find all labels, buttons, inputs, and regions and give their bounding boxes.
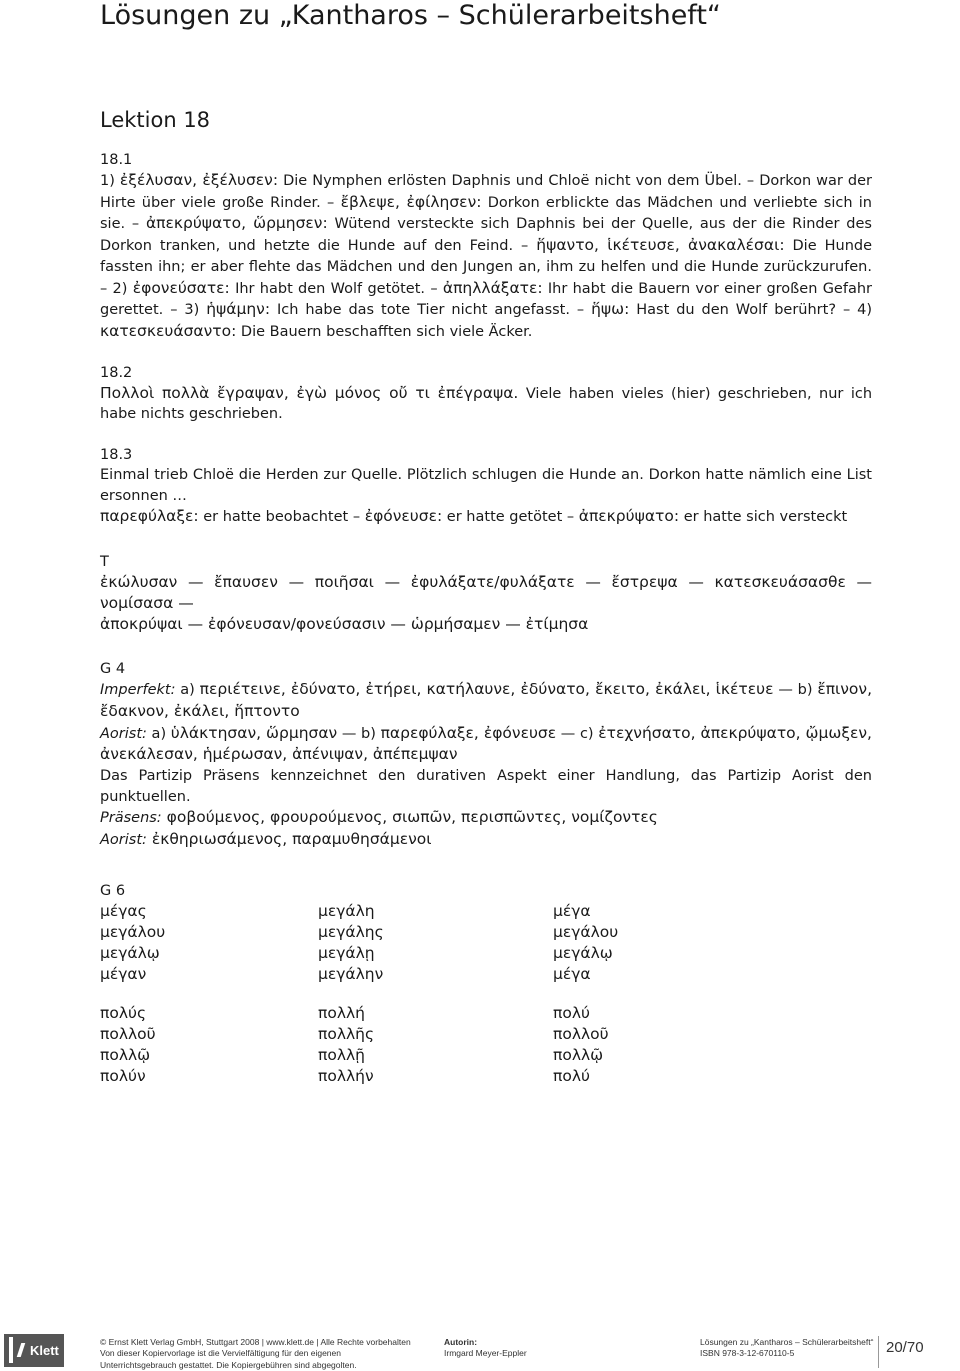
klett-logo-text: Klett bbox=[30, 1343, 59, 1358]
footer-copyright-block bbox=[100, 1337, 411, 1371]
declension-cell: πολλῇ bbox=[318, 1045, 365, 1064]
section-heading-18-3: 18.3 bbox=[100, 447, 133, 464]
declension-cell: μεγάλῳ bbox=[100, 943, 160, 962]
exercise-18-1-text: 1) ἐξέλυσαν, ἐξέλυσεν: Die Nymphen erlösten Daphnis und Chloë nicht von dem Übel. – Dorkon war der Hirte über viele große Rinder. – ἔβλεψε, ἐφίλησεν: Dorkon erblickte das Mädchen und verliebte sich in sie. – ἀπεκρύψατο, ὥρμησεν: Wütend versteckte sich Daphnis bei der Quelle, aus der die Rinder des Dorkon tranken, und hetzte die Hunde auf den Feind. – ἥψαντο, ἱκέτευσε, ἀνακαλέσαι: Die Hunde fassten ihn; er aber flehte das Mädchen und den Jungen an, ihm zu helfen und die Hunde zurückzurufen. – 2) ἐφονεύσατε: Ihr habt den Wolf getötet. – ἀπηλλάξατε: Ihr habt die Bauern vor einer großen Gefahr gerettet. – 3) ἡψάμην: Ich habe das tote Tier nicht angefasst. – ἥψω: Hast du den Wolf berührt? – 4) κατεσκευάσαντο: Die Bauern beschafften sich viele Äcker. bbox=[100, 171, 873, 340]
section-heading-t: T bbox=[100, 554, 109, 571]
g4-partizip-note: Das Partizip Präsens kennzeichnet den durativen Aspekt einer Handlung, das Partizip Aorist den punktuellen. bbox=[100, 767, 872, 805]
section-heading-18-1: 18.1 bbox=[100, 152, 133, 168]
document-body bbox=[100, 150, 872, 1087]
declension-cell: μεγάλῃ bbox=[318, 943, 375, 962]
footer-notice-2: Unterrichtsgebrauch gestattet. Die Kopiergebühren sind abgegolten. bbox=[100, 1359, 357, 1370]
footer-separator bbox=[878, 1336, 879, 1368]
page-number: 20/70 bbox=[886, 1339, 924, 1356]
footer-book-block bbox=[700, 1337, 873, 1360]
footer-author-block bbox=[444, 1337, 527, 1360]
exercise-18-3-text: Einmal trieb Chloë die Herden zur Quelle. Plötzlich schlugen die Hunde an. Dorkon hatte nämlich eine List ersonnen … bbox=[100, 467, 872, 504]
footer-book-title: Lösungen zu „Kantharos – Schülerarbeitsheft“ bbox=[700, 1337, 874, 1347]
declension-row bbox=[100, 1045, 872, 1066]
section-heading-g6: G 6 bbox=[100, 882, 126, 899]
declension-row bbox=[100, 1024, 872, 1045]
declension-cell: μέγαν bbox=[100, 964, 147, 983]
footer-notice-1: Von dieser Kopiervorlage ist die Vervielfältigung für den eigenen bbox=[100, 1348, 341, 1359]
declension-cell: πολύν bbox=[100, 1066, 146, 1085]
g4-imperfekt: Imperfekt: a) περιέτεινε, ἐδύνατο, ἐτήρει, κατήλαυνε, ἐδύνατο, ἔκειτο, ἐκάλει, ἱκέτευε — b) ἔπινον, ἔδακνον, ἐκάλει, ἥπτοντο bbox=[100, 680, 872, 720]
declension-row bbox=[100, 1003, 872, 1024]
section-heading-g4: G 4 bbox=[100, 661, 126, 678]
declension-row bbox=[100, 943, 872, 964]
declension-cell: πολλοῦ bbox=[553, 1024, 609, 1043]
footer-author-label: Autorin: bbox=[444, 1337, 478, 1347]
footer-isbn: ISBN 978-3-12-670110-5 bbox=[700, 1348, 795, 1359]
footer-copyright: © Ernst Klett Verlag GmbH, Stuttgart 2008 | www.klett.de | Alle Rechte vorbehalten bbox=[100, 1337, 411, 1347]
declension-cell: μεγάλης bbox=[318, 922, 384, 941]
section-heading-18-2: 18.2 bbox=[100, 364, 133, 381]
declension-cell: μέγα bbox=[553, 901, 591, 920]
declension-cell: πολλῆς bbox=[318, 1024, 375, 1043]
declension-cell: πολύ bbox=[553, 1066, 590, 1085]
declension-cell: μεγάλου bbox=[553, 922, 619, 941]
footer-author: Irmgard Meyer-Eppler bbox=[444, 1348, 527, 1359]
declension-cell: μεγάλῳ bbox=[553, 943, 613, 962]
declension-cell: πολύς bbox=[100, 1003, 147, 1022]
declension-row bbox=[100, 964, 872, 985]
declension-cell: πολλῷ bbox=[100, 1045, 151, 1064]
polys-declension-table bbox=[100, 1003, 872, 1087]
declension-cell: πολλῷ bbox=[553, 1045, 604, 1064]
declension-cell: μεγάλην bbox=[318, 964, 384, 983]
megas-declension-table bbox=[100, 901, 872, 985]
declension-cell: μεγάλου bbox=[100, 922, 166, 941]
declension-row bbox=[100, 922, 872, 943]
declension-row bbox=[100, 901, 872, 922]
declension-cell: πολλήν bbox=[318, 1066, 374, 1085]
exercise-18-3-vocab: παρεφύλαξε: er hatte beobachtet – ἐφόνευσε: er hatte getötet – ἀπεκρύψατο: er hatte sich versteckt bbox=[100, 507, 848, 526]
declension-row bbox=[100, 1066, 872, 1087]
exercise-18-2-text: Πολλοὶ πολλὰ ἔγραψαν, ἐγὼ μόνος οὔ τι ἐπέγραψα. Viele haben vieles (hier) geschrieben, nur ich habe nichts geschrieben. bbox=[100, 383, 873, 423]
klett-k-icon bbox=[9, 1337, 21, 1363]
document-title: Lösungen zu „Kantharos – Schülerarbeitsheft“ bbox=[100, 0, 721, 31]
declension-cell: μέγας bbox=[100, 901, 147, 920]
g4-aorist-partizip: Aorist: ἐκθηριωσάμενος, παραμυθησάμενοι bbox=[100, 830, 432, 849]
declension-cell: πολλοῦ bbox=[100, 1024, 156, 1043]
exercise-t-line-1: ἐκώλυσαν — ἔπαυσεν — ποιῆσαι — ἐφυλάξατε/φυλάξατε — ἔστρεψα — κατεσκευάσασθε — νομίσασα — bbox=[100, 573, 872, 613]
klett-logo bbox=[4, 1334, 64, 1367]
declension-cell: μέγα bbox=[553, 964, 591, 983]
g4-aorist: Aorist: a) ὑλάκτησαν, ὥρμησαν — b) παρεφύλαξε, ἐφόνευσε — c) ἐτεχνήσατο, ἀπεκρύψατο, ᾤμωξεν, ἀνεκάλεσαν, ἡμέρωσαν, ἀπένιψαν, ἀπέπεμψαν bbox=[100, 723, 872, 764]
declension-cell: πολύ bbox=[553, 1003, 590, 1022]
exercise-t-line-2: ἀποκρύψαι — ἐφόνευσαν/φονεύσασιν — ὡρμήσαμεν — ἐτίμησα bbox=[100, 615, 589, 634]
g4-praesens: Präsens: φοβούμενος, φρουρούμενος, σιωπῶν, περισπῶντες, νομίζοντες bbox=[100, 808, 658, 827]
declension-cell: πολλή bbox=[318, 1003, 365, 1022]
lesson-title: Lektion 18 bbox=[100, 108, 211, 132]
page-footer bbox=[0, 1330, 960, 1369]
declension-cell: μεγάλη bbox=[318, 901, 375, 920]
